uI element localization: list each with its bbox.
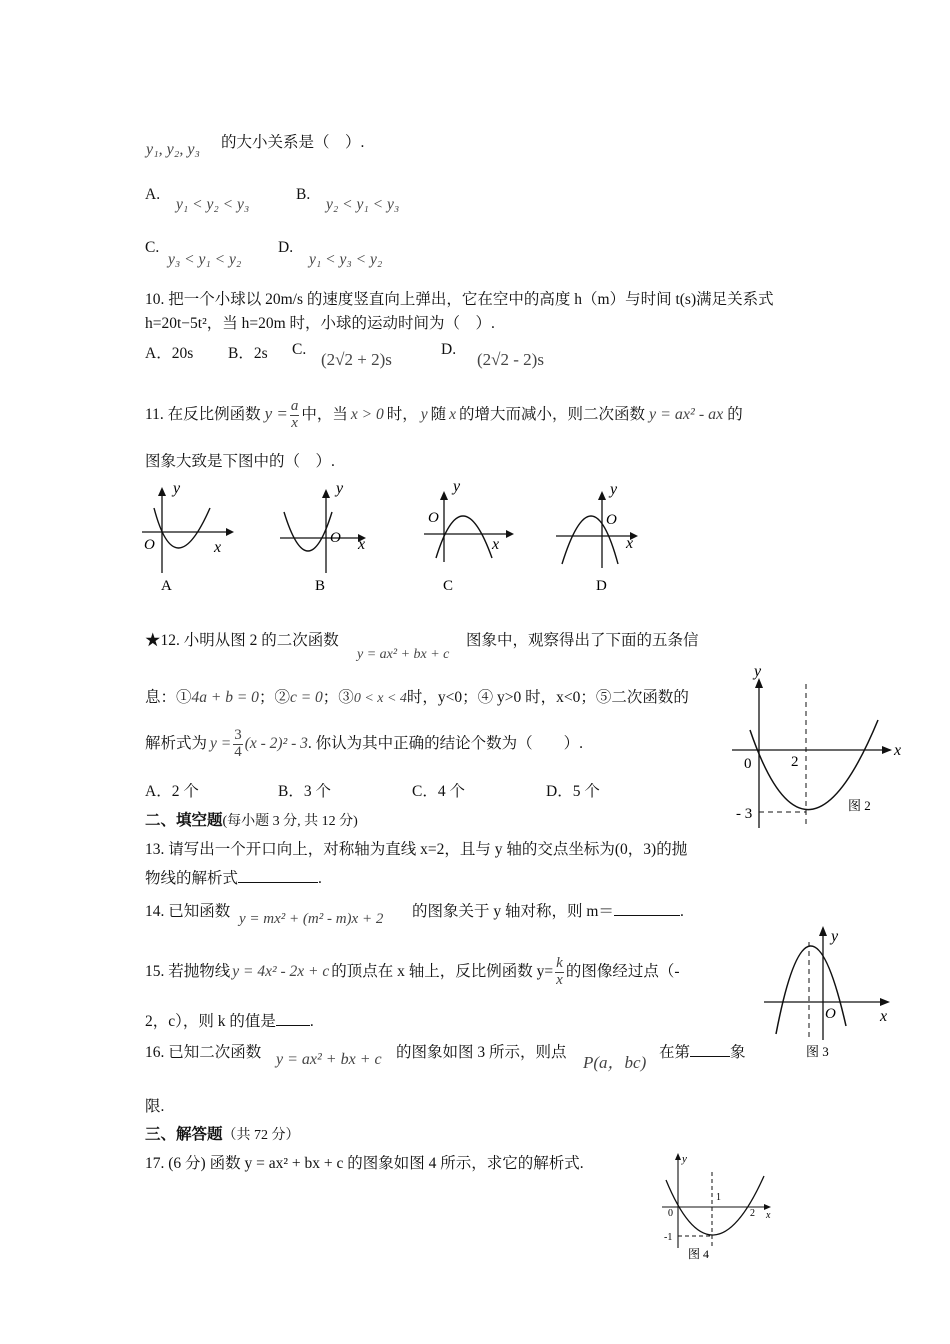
section-2-title: 二、填空题 xyxy=(145,812,223,829)
q11-function: y = ax² - ax xyxy=(649,406,724,423)
parabola xyxy=(666,1176,764,1235)
option-letter: B xyxy=(315,578,326,594)
q16-line2: 限. xyxy=(145,1098,165,1115)
y-arrow xyxy=(322,489,330,498)
q12-option-c: C．4 个 xyxy=(412,783,465,800)
q15-function: y = 4x² - 2x + c xyxy=(232,963,330,980)
x-label: x xyxy=(214,539,222,556)
x-arrow xyxy=(882,746,892,754)
q12-fraction-denominator: 4 xyxy=(234,743,242,760)
q12-l3-text-b: . 你认为其中正确的结论个数为（ ）. xyxy=(307,735,584,752)
parabola xyxy=(750,720,878,810)
x-label: x xyxy=(894,742,902,759)
y-label: y xyxy=(336,480,344,497)
q15-fraction xyxy=(555,956,564,989)
tick-neg3: - 3 xyxy=(736,806,753,822)
q16-text-c xyxy=(659,1040,746,1062)
q12-line3 xyxy=(145,722,583,766)
x-arrow xyxy=(226,528,234,536)
q14-text: 的图象关于 y 轴对称，则 m＝ xyxy=(412,903,614,920)
option-letter: A xyxy=(161,578,172,594)
q11-text-6: 的 xyxy=(727,406,743,423)
q16-text-b: 的图象如图 3 所示，则点 xyxy=(396,1044,567,1061)
q11-text-3: 时， xyxy=(386,406,418,423)
tick-2: 2 xyxy=(791,754,799,770)
q9-option-a: y₁ < y₂ < y₃ xyxy=(176,196,250,213)
origin-label: O xyxy=(606,512,617,528)
q11-fraction-numerator: a xyxy=(290,398,299,415)
y-arrow xyxy=(440,491,448,500)
option-letter: D xyxy=(596,578,607,594)
origin-label: O xyxy=(825,1006,836,1022)
q14-text-b xyxy=(412,899,684,921)
q11-text-4: 随 xyxy=(430,406,447,423)
q14-text-a: 14. 已知函数 xyxy=(145,903,231,920)
q11-text-1: 11. 在反比例函数 xyxy=(145,406,261,423)
figure-3 xyxy=(760,922,900,1062)
q12-fraction-numerator: 3 xyxy=(234,727,242,744)
origin-label: O xyxy=(428,510,439,526)
q12-statement-3: 0 < x < 4 xyxy=(353,691,407,706)
q10-option-c: (2√2 + 2)s xyxy=(321,350,392,369)
q15-text-c: 的图像经过点（- xyxy=(565,963,680,980)
q9-stem: 的大小关系是（ ）. xyxy=(221,134,365,151)
q15-text-b: 的顶点在 x 轴上，反比例函数 y= xyxy=(331,963,554,980)
q16-text: 在第 xyxy=(659,1044,691,1061)
q11-fraction xyxy=(290,399,300,432)
q11-y: y xyxy=(420,406,428,423)
q12-l2-text-b: ；② xyxy=(258,689,290,706)
q16-text-end: 象 xyxy=(730,1044,746,1061)
q12-option-a: A．2 个 xyxy=(145,783,199,800)
q12-line1-a: ★12. 小明从图 2 的二次函数 xyxy=(145,632,339,649)
q11-graph-d xyxy=(552,478,652,598)
q11-line2: 图象大致是下图中的（ ）. xyxy=(145,453,335,470)
q10-line1: 10. 把一个小球以 20m/s 的速度竖直向上弹出，它在空中的高度 h（m）与时间 t(s)满足关系式 xyxy=(145,291,774,308)
q12-l3-text-a: 解析式为 xyxy=(145,735,208,752)
q12-function: y = ax² + bx + c xyxy=(357,647,450,662)
q12-statement-1: 4a + b = 0 xyxy=(191,689,259,706)
section-3-note: （共 72 分） xyxy=(222,1128,300,1143)
q9-option-c-label: C. xyxy=(145,239,160,256)
q13-line2 xyxy=(145,866,322,888)
q9-option-d-label: D. xyxy=(278,239,294,256)
origin-label: O xyxy=(144,537,155,553)
q16-function: y = ax² + bx + c xyxy=(276,1051,382,1068)
y-label: y xyxy=(453,478,461,495)
x-arrow xyxy=(880,998,890,1006)
q11-line1 xyxy=(145,392,743,436)
q13-line1: 13. 请写出一个开口向上，对称轴为直线 x=2，且与 y 轴的交点坐标为(0，3)的抛 xyxy=(145,841,688,858)
q11-graph-c xyxy=(420,478,520,598)
x-arrow xyxy=(506,530,514,538)
x-label: x xyxy=(766,1210,771,1221)
q11-x: x xyxy=(449,406,457,423)
q11-fraction-denominator: x xyxy=(291,414,298,431)
q9-option-a-label: A. xyxy=(145,186,161,203)
q15-answer-blank[interactable] xyxy=(276,1011,310,1026)
q12-l2-text-a: 息：① xyxy=(145,689,192,706)
y-arrow xyxy=(675,1153,681,1160)
q12-statement-2: c = 0 xyxy=(289,689,323,706)
y-label: y xyxy=(831,928,839,945)
q12-fraction xyxy=(233,728,243,761)
q11-graph-b xyxy=(278,478,378,598)
q10-option-d-label: D. xyxy=(441,341,457,358)
q12-option-d: D．5 个 xyxy=(546,783,600,800)
q12-option-b: B．3 个 xyxy=(278,783,331,800)
q9-option-b: y₂ < y₁ < y₃ xyxy=(326,196,400,213)
y-arrow xyxy=(158,487,166,496)
q10-option-d: (2√2 - 2)s xyxy=(477,350,544,369)
q15-fraction-numerator: k xyxy=(556,955,563,972)
q15-line2 xyxy=(145,1009,314,1031)
q12-line1-b: 图象中，观察得出了下面的五条信 xyxy=(466,632,699,649)
q10-option-c-label: C. xyxy=(292,341,307,358)
x-label: x xyxy=(492,536,500,553)
section-3-title: 三、解答题 xyxy=(145,1126,223,1143)
q9-variables: y₁, y₂, y₃ xyxy=(146,141,200,158)
q12-l2-text-d: 时，y<0；④ y>0 时，x<0；⑤二次函数的 xyxy=(406,689,689,706)
q11-text-5: 的增大而减小，则二次函数 xyxy=(459,406,646,423)
q15-text: 2，c），则 k 的值是 xyxy=(145,1013,276,1030)
origin-label: 0 xyxy=(668,1208,673,1219)
q12-line2 xyxy=(145,685,689,707)
figure-caption: 图 2 xyxy=(848,798,871,813)
q16-point: P(a，bc) xyxy=(583,1053,647,1072)
section-3-heading xyxy=(145,1122,300,1144)
q15-fraction-denominator: x xyxy=(556,971,563,988)
q14-answer-blank[interactable] xyxy=(614,901,680,916)
q15-line1 xyxy=(145,950,679,994)
q11-condition: x > 0 xyxy=(350,406,384,423)
q11-y-eq: y = xyxy=(264,404,288,423)
q11-graph-a xyxy=(140,478,240,598)
y-label: y xyxy=(610,481,618,498)
section-2-note: (每小题 3 分, 共 12 分) xyxy=(222,814,358,829)
q10-option-b: B．2s xyxy=(228,345,268,362)
parabola xyxy=(284,512,332,551)
tick-neg1: -1 xyxy=(664,1232,673,1243)
q16-text-a: 16. 已知二次函数 xyxy=(145,1044,262,1061)
x-label: x xyxy=(880,1008,888,1025)
figure-4 xyxy=(660,1152,780,1264)
q15-end: . xyxy=(309,1013,314,1030)
q9-option-b-label: B. xyxy=(296,186,311,203)
origin-label: O xyxy=(330,530,341,546)
x-label: x xyxy=(626,535,634,552)
y-arrow xyxy=(598,491,606,500)
q16-answer-blank[interactable] xyxy=(690,1042,730,1057)
x-label: x xyxy=(358,536,366,553)
tick-1: 1 xyxy=(716,1192,721,1203)
q17-text: 17. (6 分) 函数 y = ax² + bx + c 的图象如图 4 所示，求它的解析式. xyxy=(145,1155,584,1172)
tick-2: 2 xyxy=(750,1208,755,1219)
figure-caption: 图 4 xyxy=(688,1247,710,1261)
figure-2 xyxy=(728,660,908,830)
y-label: y xyxy=(682,1153,687,1165)
q12-y-eq: y = xyxy=(210,735,232,752)
q12-vertex-form: (x - 2)² - 3 xyxy=(244,735,308,752)
option-letter: C xyxy=(443,578,454,594)
y-arrow xyxy=(819,926,827,936)
q13-text: 物线的解析式 xyxy=(145,870,239,887)
section-2-heading xyxy=(145,808,358,830)
q15-text-a: 15. 若抛物线 xyxy=(145,963,231,980)
q10-line2: h=20t−5t²，当 h=20m 时，小球的运动时间为（ ）. xyxy=(145,315,495,332)
y-label: y xyxy=(754,663,762,680)
figure-caption: 图 3 xyxy=(806,1044,829,1059)
q9-option-d: y₁ < y₃ < y₂ xyxy=(309,251,383,268)
q9-option-c: y₃ < y₁ < y₂ xyxy=(168,251,242,268)
q11-text-2: 中，当 xyxy=(301,406,348,423)
q14-end: . xyxy=(679,903,684,920)
q10-option-a: A．20s xyxy=(145,345,194,362)
q12-l2-text-c: ；③ xyxy=(322,689,354,706)
q13-end: . xyxy=(318,870,322,887)
origin-label: 0 xyxy=(744,756,752,772)
q14-function: y = mx² + (m² - m)x + 2 xyxy=(239,911,384,927)
y-label: y xyxy=(173,480,181,497)
q13-answer-blank[interactable] xyxy=(238,868,318,883)
